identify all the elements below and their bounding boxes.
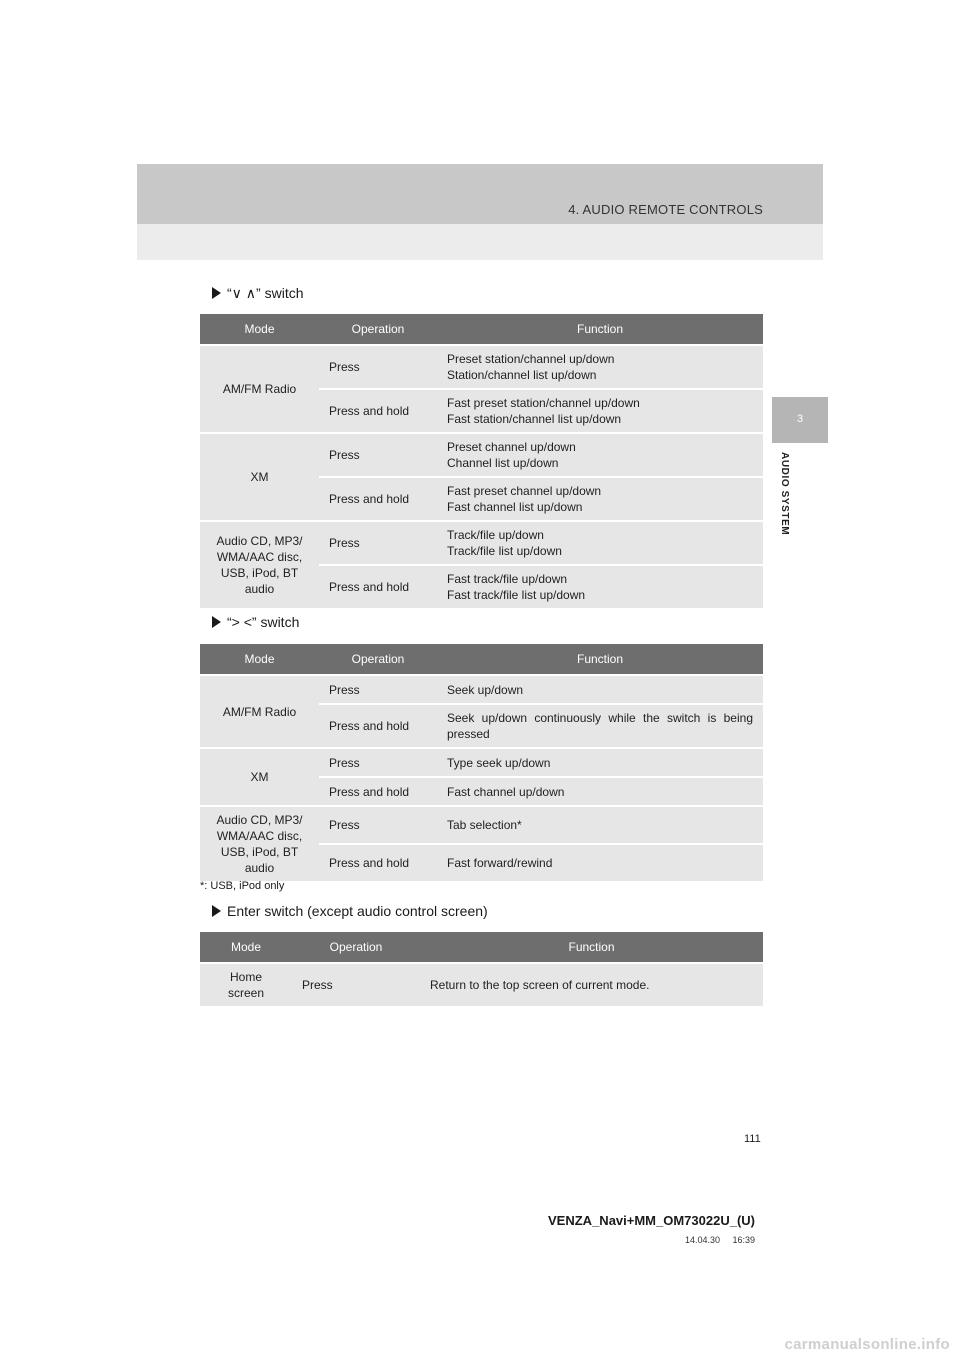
function-line: Seek up/down [447,682,524,697]
section-heading-enter-switch [212,903,488,919]
table-header-row [200,314,763,344]
function-cell [437,705,763,747]
table-row [200,749,763,776]
function-cell [437,749,763,776]
operation-cell: Press [319,346,437,388]
function-cell [437,778,763,805]
function-cell [437,434,763,476]
operation-cell: Press and hold [319,566,437,608]
table-row [200,434,763,476]
table-up-down-switch [200,312,763,610]
function-line: Fast track/file up/down [447,572,568,586]
mode-cell: Home screen [200,964,292,1006]
operation-cell: Press [319,676,437,703]
function-line: Preset channel up/down [447,440,576,454]
column-header-function: Function [437,644,763,674]
column-header-operation: Operation [319,314,437,344]
triangle-bullet-icon [212,287,221,299]
function-line: Tab selection* [447,818,522,832]
operation-cell: Press [292,964,420,1006]
table-row [200,676,763,703]
function-line: Fast preset station/channel up/down [447,396,640,410]
table-header-row [200,932,763,962]
document-stamp: 14.04.30 16:39 [684,1235,755,1245]
mode-cell: XM [200,434,319,520]
operation-cell: Press [319,434,437,476]
function-line: Type seek up/down [447,755,551,770]
chapter-tab [772,397,828,443]
function-line: Station/channel list up/down [447,368,597,382]
triangle-bullet-icon [212,616,221,628]
mode-cell: AM/FM Radio [200,676,319,747]
operation-cell: Press and hold [319,705,437,747]
section-heading-text: “∨ ∧” switch [227,285,304,301]
chapter-label: AUDIO SYSTEM [779,452,790,536]
mode-cell: Audio CD, MP3/ WMA/AAC disc, USB, iPod, BT audio [200,807,319,881]
operation-cell: Press and hold [319,390,437,432]
function-line: Seek up/down continuously while the switch is being pressed [447,711,753,741]
footnote: *: USB, iPod only [200,880,285,892]
document-id: VENZA_Navi+MM_OM73022U_(U) [548,1213,755,1228]
function-line: Track/file list up/down [447,544,562,558]
function-line: Preset station/channel up/down [447,352,615,366]
table-header-row [200,644,763,674]
function-line: Fast channel up/down [447,784,565,799]
operation-cell: Press and hold [319,845,437,881]
operation-cell: Press and hold [319,778,437,805]
operation-cell: Press [319,522,437,564]
column-header-function: Function [437,314,763,344]
column-header-mode: Mode [200,644,319,674]
mode-cell: XM [200,749,319,805]
section-title: 4. AUDIO REMOTE CONTROLS [568,202,763,217]
chapter-number: 3 [796,413,804,425]
column-header-mode: Mode [200,932,292,962]
function-line: Fast preset channel up/down [447,484,602,498]
table-left-right-switch [200,642,763,883]
operation-cell: Press and hold [319,478,437,520]
operation-cell: Press [319,749,437,776]
function-cell [437,845,763,881]
column-header-mode: Mode [200,314,319,344]
mode-cell: AM/FM Radio [200,346,319,432]
section-heading-up-down-switch [212,285,304,302]
table-row [200,964,763,1006]
table-enter-switch [200,930,763,1008]
function-cell [437,522,763,564]
header-band [137,164,823,224]
function-line: Track/file up/down [447,528,544,542]
mode-cell: Audio CD, MP3/ WMA/AAC disc, USB, iPod, BT audio [200,522,319,608]
function-line: Fast track/file list up/down [447,588,586,602]
function-cell [437,478,763,520]
operation-cell: Press [319,807,437,843]
column-header-function: Function [420,932,763,962]
section-heading-text: Enter switch (except audio control screen) [227,903,488,919]
function-cell [437,390,763,432]
function-line: Channel list up/down [447,456,559,470]
function-line: Fast channel list up/down [447,500,583,514]
function-cell [420,964,763,1006]
function-cell [437,676,763,703]
function-line: Fast station/channel list up/down [447,412,622,426]
function-cell [437,566,763,608]
table-row [200,522,763,564]
watermark: carmanualsonline.info [784,1336,950,1353]
section-heading-left-right-switch [212,614,299,630]
section-heading-text: “> <” switch [227,614,300,630]
column-header-operation: Operation [319,644,437,674]
function-cell [437,807,763,843]
triangle-bullet-icon [212,905,221,917]
table-row [200,346,763,388]
header-subband [137,224,823,260]
column-header-operation: Operation [292,932,420,962]
function-line: Fast forward/rewind [447,856,553,870]
function-line: Return to the top screen of current mode. [430,978,650,992]
page-number: 111 [744,1133,761,1145]
table-row [200,807,763,843]
function-cell [437,346,763,388]
